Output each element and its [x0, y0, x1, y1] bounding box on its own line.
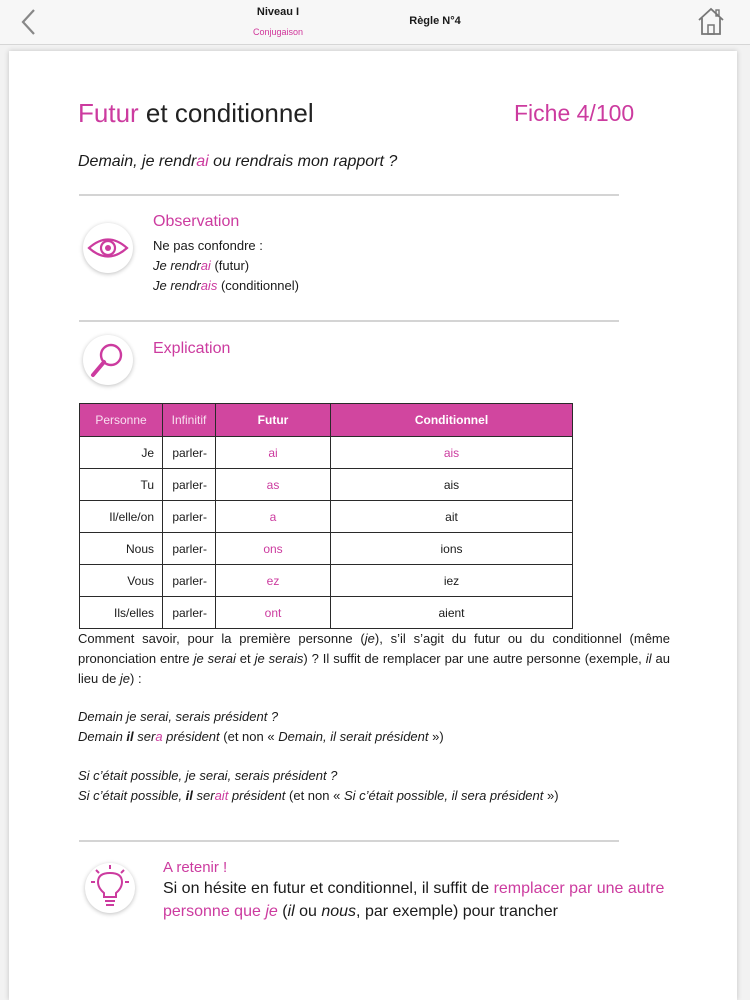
example-answer: [78, 786, 559, 806]
example-question: [78, 766, 559, 786]
text-part: nous: [321, 903, 357, 920]
tense-label: (conditionnel): [217, 278, 299, 293]
retain-icon-circle: [85, 863, 135, 913]
verb-ending: ai: [200, 258, 211, 273]
text-part: ), s’il s’agit du futur ou du conditionnel (même prononciation entre: [78, 631, 670, 666]
eye-icon: [83, 223, 133, 273]
text-part: Demain je serai, serais président ?: [78, 709, 279, 724]
text-part: (et non «: [219, 729, 279, 744]
text-part: Si on hésite en futur et conditionnel, il suffit de: [163, 880, 494, 897]
text-part: , par exemple) pour trancher: [356, 903, 558, 920]
verb-ending: ais: [200, 278, 218, 293]
divider: [79, 840, 619, 842]
person-cell: Il/elle/on: [80, 501, 163, 533]
text-part: je serai: [193, 651, 236, 666]
table-row: [80, 533, 573, 565]
example-1: [78, 707, 444, 747]
table-row: [80, 501, 573, 533]
text-part: (: [277, 903, 288, 920]
person-cell: Vous: [80, 565, 163, 597]
text-part: Comment savoir, pour la première personne (: [78, 631, 365, 646]
fiche-number: Fiche 4/100: [514, 100, 635, 126]
text-part: Demain, il serait président: [278, 729, 429, 744]
divider: [79, 320, 619, 322]
level-title: Niveau I: [256, 6, 300, 18]
tense-label: (futur): [210, 258, 250, 273]
column-header: Futur: [216, 404, 331, 437]
observation-text: [153, 236, 299, 296]
futur-cell: ez: [216, 565, 331, 597]
question-ending: ai: [196, 153, 209, 170]
text-part: au lieu de: [78, 651, 670, 686]
text-part: je: [364, 631, 375, 646]
infinitive-cell: parler-: [163, 469, 216, 501]
text-part: ) ? Il suffit de remplacer par une autre personne (exemple,: [303, 651, 646, 666]
conditionnel-cell: ais: [331, 469, 573, 501]
question-part: Demain, je rendr: [78, 153, 197, 170]
infinitive-cell: parler-: [163, 533, 216, 565]
text-part: »): [428, 729, 444, 744]
verb-stem: Je rendr: [153, 258, 201, 273]
text-part: président: [162, 729, 220, 744]
example-answer: [78, 727, 444, 747]
divider: [79, 194, 619, 196]
column-header: Conditionnel: [331, 404, 573, 437]
question-part: ou rendrais mon rapport ?: [208, 153, 398, 170]
observation-heading: Observation: [153, 213, 240, 230]
text-part: je: [119, 671, 131, 686]
title-rest: et conditionnel: [138, 98, 314, 128]
highlight-text: je: [265, 903, 278, 920]
top-bar: [0, 0, 750, 45]
verb-ending: a: [155, 729, 163, 744]
infinitive-cell: parler-: [163, 565, 216, 597]
explication-heading: Explication: [153, 340, 231, 357]
text-part: président: [228, 788, 286, 803]
table-header-row: [80, 404, 573, 437]
person-cell: Tu: [80, 469, 163, 501]
text-part: Si c’était possible, il sera président: [343, 788, 544, 803]
example-2: [78, 766, 559, 806]
back-chevron-icon[interactable]: [16, 6, 46, 38]
text-part: ou: [294, 903, 322, 920]
verb-ending: ait: [214, 788, 229, 803]
text-part: ) :: [130, 671, 142, 686]
home-icon[interactable]: [696, 5, 726, 37]
magnifier-icon: [83, 335, 133, 385]
retain-heading: A retenir !: [163, 859, 228, 876]
text-part: Si c’était possible, je serai, serais président ?: [78, 768, 338, 783]
rule-number: Règle N°4: [409, 15, 461, 27]
example-question: [78, 707, 444, 727]
futur-cell: ai: [216, 437, 331, 469]
table-row: [80, 437, 573, 469]
conjugation-table: [79, 403, 573, 629]
futur-cell: as: [216, 469, 331, 501]
text-part: je serais: [254, 651, 304, 666]
infinitive-cell: parler-: [163, 501, 216, 533]
text-part: (et non «: [285, 788, 344, 803]
column-header: Personne: [80, 404, 163, 437]
observation-line: [153, 256, 299, 276]
text-part: Demain: [78, 729, 127, 744]
conditionnel-cell: iez: [331, 565, 573, 597]
conditionnel-cell: aient: [331, 597, 573, 629]
observation-line: Ne pas confondre :: [153, 238, 263, 253]
infinitive-cell: parler-: [163, 437, 216, 469]
title-highlight: Futur: [78, 98, 139, 128]
text-part: il: [645, 651, 652, 666]
person-cell: Je: [80, 437, 163, 469]
page-title: [78, 98, 314, 129]
verb-stem: Je rendr: [153, 278, 201, 293]
text-part: Si c’était possible,: [78, 788, 186, 803]
infinitive-cell: parler-: [163, 597, 216, 629]
text-part: ser: [192, 788, 215, 803]
table-row: [80, 565, 573, 597]
observation-line: [153, 276, 299, 296]
text-part: il: [185, 788, 193, 803]
text-part: »): [543, 788, 559, 803]
explication-icon-circle: [83, 335, 133, 385]
futur-cell: a: [216, 501, 331, 533]
conditionnel-cell: ait: [331, 501, 573, 533]
intro-question: [78, 153, 397, 171]
subject-subtitle: Conjugaison: [252, 27, 304, 37]
highlight-text: remplacer par une autre personne que: [163, 880, 665, 920]
explanation-paragraph: [78, 629, 670, 689]
text-part: ser: [133, 729, 156, 744]
column-header: Infinitif: [163, 404, 216, 437]
lesson-page: [9, 51, 737, 1000]
text-part: il: [287, 903, 295, 920]
lightbulb-icon: [85, 863, 135, 913]
person-cell: Nous: [80, 533, 163, 565]
table-row: [80, 469, 573, 501]
observation-icon-circle: [83, 223, 133, 273]
retain-text: [163, 877, 683, 923]
table-row: [80, 597, 573, 629]
text-part: il: [126, 729, 134, 744]
person-cell: Ils/elles: [80, 597, 163, 629]
futur-cell: ont: [216, 597, 331, 629]
text-part: et: [235, 651, 255, 666]
conditionnel-cell: ions: [331, 533, 573, 565]
conditionnel-cell: ais: [331, 437, 573, 469]
futur-cell: ons: [216, 533, 331, 565]
